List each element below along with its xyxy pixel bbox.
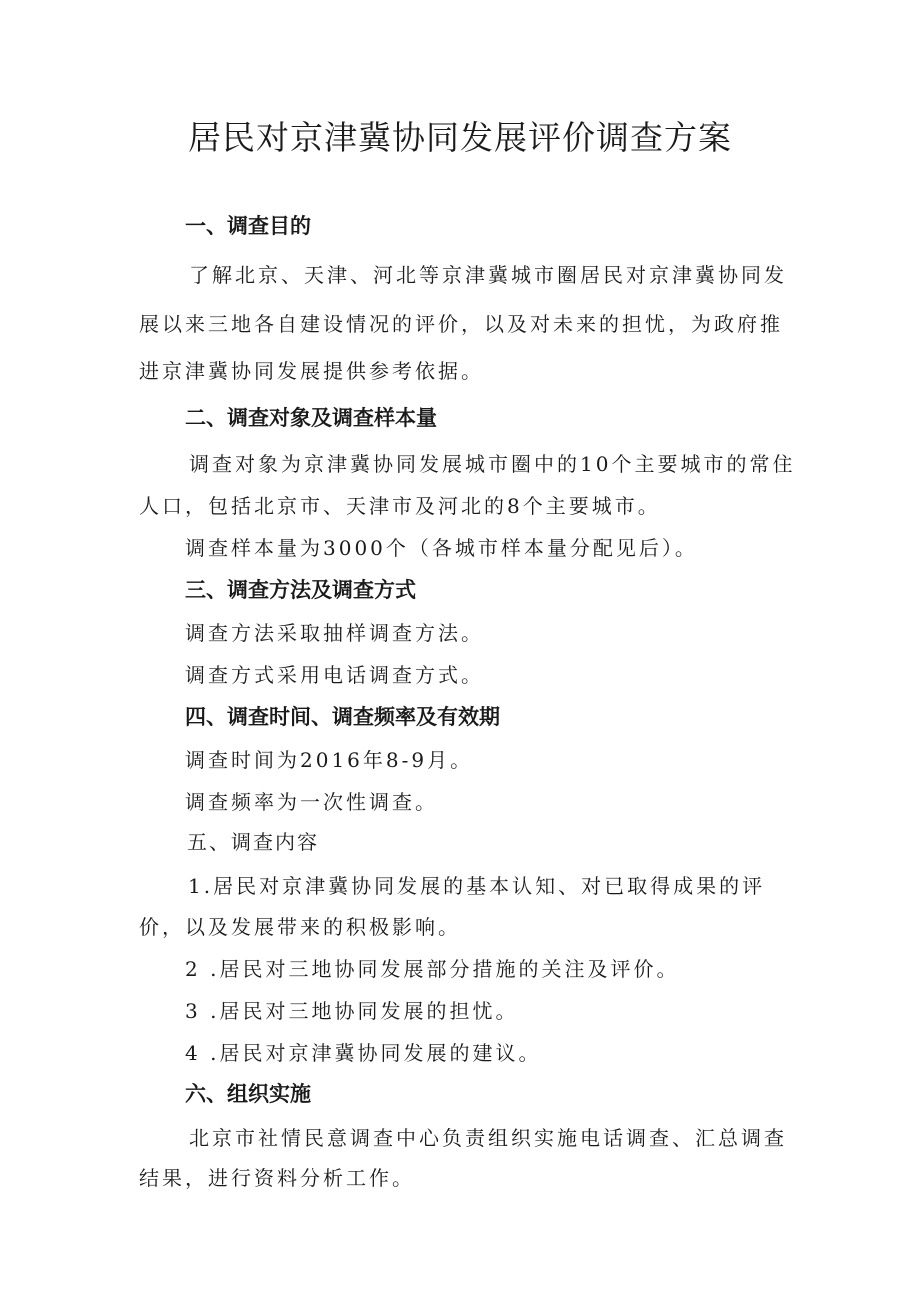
paragraph-line: 调查对象为京津冀协同发展城市圈中的10个主要城市的常住 (189, 452, 796, 476)
paragraph-line: 调查方法采取抽样调查方法。 (185, 621, 484, 645)
paragraph-line: 调查样本量为3000个（各城市样本量分配见后）。 (185, 536, 698, 560)
paragraph-line: 调查频率为一次性调查。 (185, 790, 438, 814)
paragraph-line: 价，以及发展带来的积极影响。 (139, 915, 461, 939)
paragraph-line: 2 .居民对三地协同发展部分措施的关注及评价。 (185, 957, 680, 981)
paragraph-line: 3 .居民对三地协同发展的担忧。 (185, 999, 519, 1023)
paragraph-line: 调查时间为2016年8-9月。 (185, 748, 474, 772)
section-heading-subjects: 二、调查对象及调查样本量 (185, 406, 437, 430)
paragraph-line: 进京津冀协同发展提供参考依据。 (139, 359, 484, 383)
paragraph-line: 人口，包括北京市、天津市及河北的8个主要城市。 (139, 494, 661, 518)
paragraph-line: 1.居民对京津冀协同发展的基本认知、对已取得成果的评 (188, 874, 766, 898)
paragraph-line: 了解北京、天津、河北等京津冀城市圈居民对京津冀协同发 (189, 263, 787, 287)
paragraph-line: 结果，进行资料分析工作。 (139, 1166, 415, 1190)
section-heading-timing: 四、调查时间、调查频率及有效期 (185, 705, 500, 729)
document-title: 居民对京津冀协同发展评价调查方案 (188, 118, 732, 157)
section-heading-method: 三、调查方法及调查方式 (185, 578, 416, 602)
section-heading-content: 五、调查内容 (187, 830, 319, 854)
section-heading-organization: 六、组织实施 (185, 1082, 311, 1106)
section-heading-purpose: 一、调查目的 (185, 214, 311, 238)
paragraph-line: 展以来三地各自建设情况的评价，以及对未来的担忧，为政府推 (139, 312, 783, 336)
paragraph-line: 北京市社情民意调查中心负责组织实施电话调查、汇总调查 (189, 1126, 787, 1150)
paragraph-line: 调查方式采用电话调查方式。 (185, 663, 484, 687)
paragraph-line: 4 .居民对京津冀协同发展的建议。 (185, 1041, 542, 1065)
